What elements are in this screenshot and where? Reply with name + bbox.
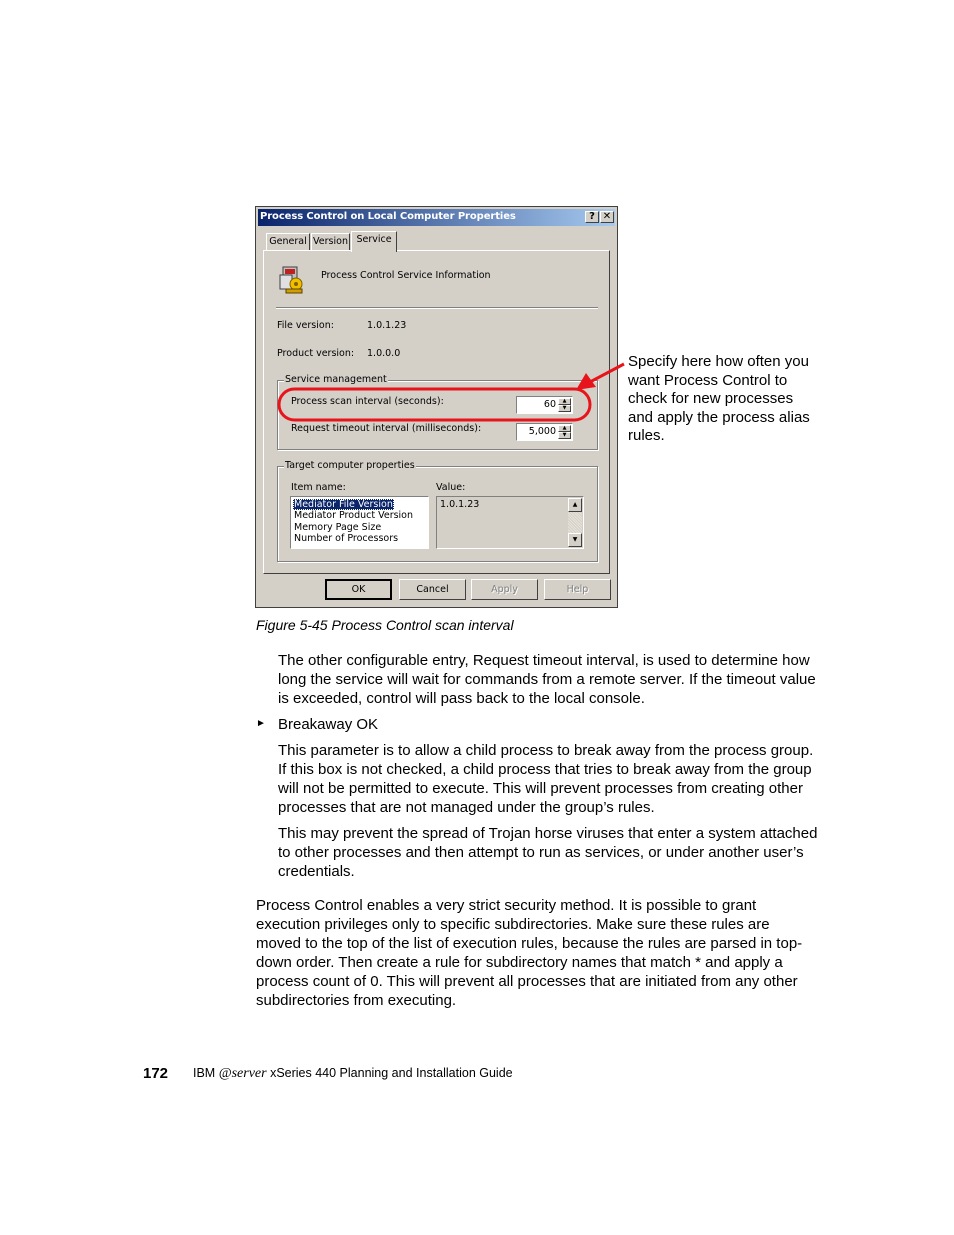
list-item[interactable]: Number of Processors <box>294 533 399 544</box>
spin-down-icon[interactable]: ▼ <box>558 432 571 439</box>
close-icon[interactable]: ✕ <box>600 211 614 223</box>
file-version-value: 1.0.1.23 <box>367 320 407 331</box>
tab-general[interactable]: General <box>266 233 310 250</box>
footer-ibm: IBM <box>193 1066 216 1080</box>
service-info-label: Process Control Service Information <box>321 270 491 281</box>
target-properties-legend: Target computer properties <box>285 460 415 471</box>
tab-service[interactable]: Service <box>351 231 397 252</box>
bullet-heading: Breakaway OK <box>278 716 379 733</box>
selected-value: 1.0.1.23 <box>440 499 480 510</box>
page-number: 172 <box>143 1065 169 1082</box>
help-title-button[interactable]: ? <box>585 211 599 223</box>
scan-interval-label: Process scan interval (seconds): <box>291 396 444 407</box>
cancel-button[interactable]: Cancel <box>399 579 466 600</box>
apply-button[interactable]: Apply <box>471 579 538 600</box>
figure-caption: Figure 5-45 Process Control scan interval <box>256 617 514 633</box>
paragraph-trojan: This may prevent the spread of Trojan horse viruses that enter a system attached to other processes and then attempt to run as services, or under another user’s credentials. <box>278 825 818 880</box>
scroll-down-icon[interactable]: ▼ <box>568 533 582 547</box>
list-item[interactable]: Mediator Product Version <box>294 510 414 521</box>
list-item[interactable]: Mediator File Version <box>294 499 393 510</box>
item-name-label: Item name: <box>291 482 346 493</box>
scroll-up-icon[interactable]: ▲ <box>568 498 582 512</box>
tab-version[interactable]: Version <box>311 233 350 250</box>
request-timeout-label: Request timeout interval (milliseconds): <box>291 423 482 434</box>
paragraph-security: Process Control enables a very strict security method. It is possible to grant execution privileges only to specific subdirectories. Make sure these rules are moved to the top of the list of execution rules, because the rules are parsed in top-down order. Then create a rule for subdirectory names that match * and apply a process count of 0. This will prevent all processes that are initiated from any other subdirectories from executing. <box>256 897 803 1009</box>
scan-interval-value: 60 <box>543 399 556 410</box>
help-button[interactable]: Help <box>544 579 611 600</box>
callout-arrow-line <box>590 364 624 382</box>
product-version-label: Product version: <box>277 348 355 359</box>
spin-up-icon[interactable]: ▲ <box>558 398 571 405</box>
highlight-ellipse <box>279 389 590 420</box>
list-item[interactable]: Memory Page Size <box>294 522 382 533</box>
footer-title <box>193 1066 513 1082</box>
product-version-value: 1.0.0.0 <box>367 348 401 359</box>
file-version-label: File version: <box>277 320 334 331</box>
value-label: Value: <box>436 482 466 493</box>
paragraph-request-timeout: The other configurable entry, Request timeout interval, is used to determine how long the service will wait for commands from a remote server. If the timeout value is exceeded, control will pass back to the local console. <box>278 652 816 707</box>
request-timeout-value: 5,000 <box>528 426 556 437</box>
eserver-logo: @server <box>218 1066 267 1081</box>
callout-text: Specify here how often you want Process Control to check for new processes and apply the process alias rules. <box>628 353 810 444</box>
spin-up-icon[interactable]: ▲ <box>558 425 571 432</box>
paragraph-breakaway: This parameter is to allow a child process to break away from the process group. If this box is not checked, a child process that tries to break away from the group will not be permitted to execute. This will prevent processes from creating other processes that are not managed under the group’s rules. <box>278 742 814 816</box>
service-management-legend: Service management <box>285 374 387 385</box>
footer-guide: xSeries 440 Planning and Installation Guide <box>270 1066 513 1080</box>
spin-down-icon[interactable]: ▼ <box>558 405 571 412</box>
dialog-title: Process Control on Local Computer Properties <box>260 211 516 222</box>
bullet-triangle-icon: ► <box>256 718 266 729</box>
ok-button[interactable]: OK <box>325 579 392 600</box>
